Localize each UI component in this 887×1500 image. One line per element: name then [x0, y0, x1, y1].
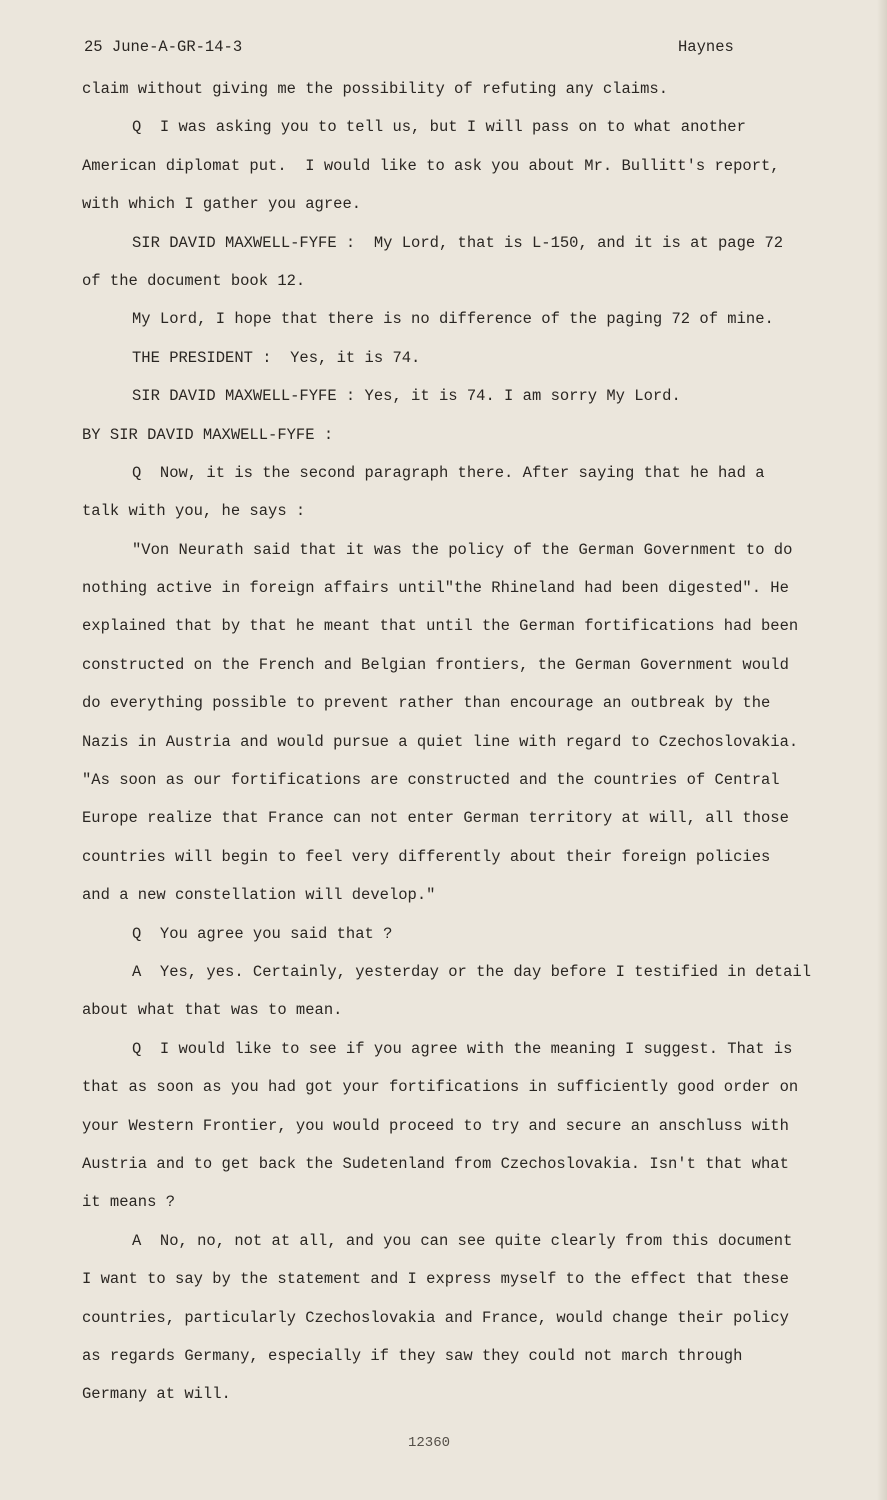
transcript-line: Europe realize that France can not enter German territory at will, all those	[82, 809, 789, 828]
transcript-line: your Western Frontier, you would proceed to try and secure an anschluss with	[82, 1116, 789, 1135]
page-number: 12360	[408, 1435, 451, 1451]
transcript-body	[82, 74, 842, 1418]
transcript-line: "As soon as our fortifications are constructed and the countries of Central	[82, 771, 780, 790]
transcript-line: SIR DAVID MAXWELL-FYFE : Yes, it is 74. I am sorry My Lord.	[132, 387, 681, 406]
transcript-line: Q You agree you said that ?	[132, 924, 393, 943]
transcript-line: Nazis in Austria and would pursue a quiet line with regard to Czechoslovakia.	[82, 732, 799, 751]
transcript-line: SIR DAVID MAXWELL-FYFE : My Lord, that is L-150, and it is at page 72	[132, 233, 784, 252]
transcript-line: My Lord, I hope that there is no difference of the paging 72 of mine.	[132, 310, 774, 329]
transcript-line: with which I gather you agree.	[82, 195, 362, 214]
transcript-line: I want to say by the statement and I express myself to the effect that these	[82, 1270, 789, 1289]
page-header-name: Haynes	[678, 38, 734, 56]
transcript-line: A Yes, yes. Certainly, yesterday or the day before I testified in detail	[132, 962, 812, 981]
transcript-line: Q I would like to see if you agree with the meaning I suggest. That is	[132, 1039, 793, 1058]
transcript-line: explained that by that he meant that until the German fortifications had been	[82, 617, 799, 636]
transcript-line: nothing active in foreign affairs until"the Rhineland had been digested". He	[82, 579, 789, 598]
transcript-line: countries will begin to feel very differently about their foreign policies	[82, 847, 771, 866]
transcript-line: it means ?	[82, 1193, 176, 1212]
transcript-line: Austria and to get back the Sudetenland from Czechoslovakia. Isn't that what	[82, 1154, 789, 1173]
page-header-reference: 25 June-A-GR-14-3	[84, 38, 243, 56]
transcript-line: that as soon as you had got your fortifications in sufficiently good order on	[82, 1078, 799, 1097]
transcript-line: BY SIR DAVID MAXWELL-FYFE :	[82, 425, 334, 444]
transcript-line: about what that was to mean.	[82, 1001, 343, 1020]
transcript-line: "Von Neurath said that it was the policy of the German Government to do	[132, 540, 793, 559]
transcript-line: Germany at will.	[82, 1385, 231, 1404]
transcript-line: A No, no, not at all, and you can see quite clearly from this document	[132, 1231, 793, 1250]
transcript-line: as regards Germany, especially if they saw they could not march through	[82, 1346, 743, 1365]
transcript-line: do everything possible to prevent rather than encourage an outbreak by the	[82, 694, 771, 713]
transcript-line: Q I was asking you to tell us, but I will pass on to what another	[132, 118, 746, 137]
transcript-line: of the document book 12.	[82, 271, 306, 290]
page-edge	[877, 0, 887, 1500]
transcript-line: constructed on the French and Belgian frontiers, the German Government would	[82, 655, 789, 674]
transcript-line: THE PRESIDENT : Yes, it is 74.	[132, 348, 421, 367]
transcript-line: countries, particularly Czechoslovakia and France, would change their policy	[82, 1308, 789, 1327]
transcript-line: talk with you, he says :	[82, 502, 306, 521]
transcript-line: Q Now, it is the second paragraph there. After saying that he had a	[132, 463, 765, 482]
transcript-line: American diplomat put. I would like to ask you about Mr. Bullitt's report,	[82, 156, 780, 175]
transcript-line: and a new constellation will develop."	[82, 886, 436, 905]
transcript-line: claim without giving me the possibility of refuting any claims.	[82, 80, 668, 98]
